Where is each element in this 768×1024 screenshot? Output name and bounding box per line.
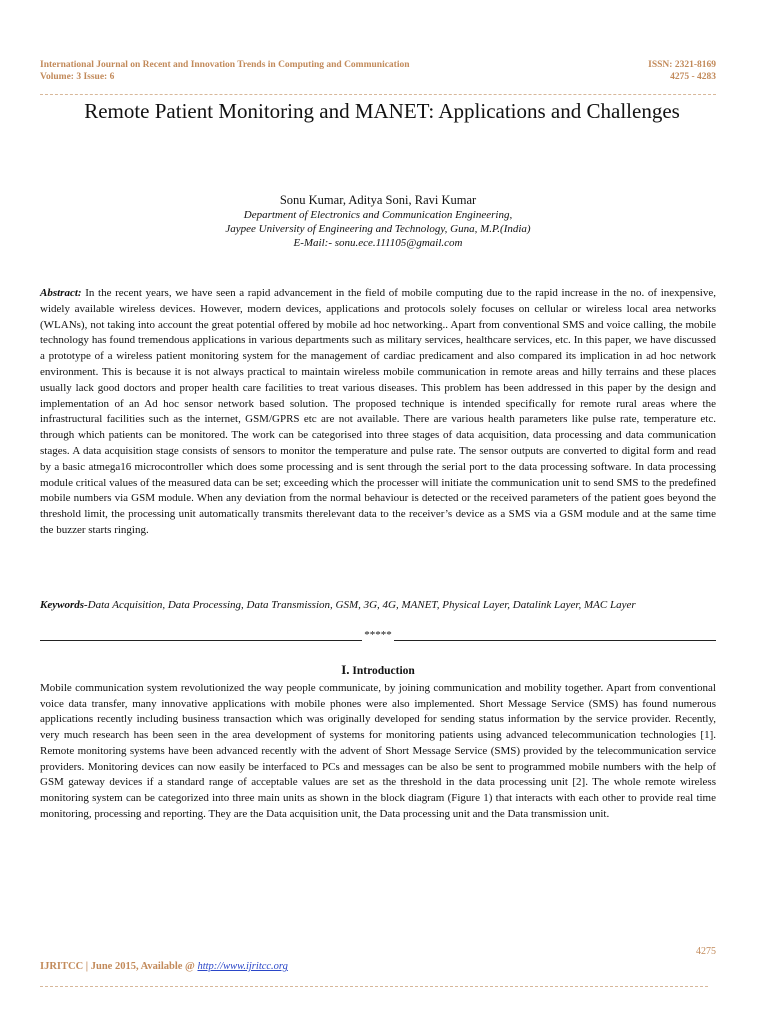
abstract-text: In the recent years, we have seen a rapid advancement in the field of mobile computing due to the rapid increase in the no. of inexpensive, widely available wireless devices. However, modern devices, applications and protocols solely focuses on cellular or wireless local area networks (WLANs), not taking into account the great potential offered by mobile ad hoc networking.. Apart from conventional SMS and voice calling, the mobile technology has found tremendous applications in various departments such as military services, healthcare services, etc. In this paper, we have discussed a prototype of a wireless patient monitoring system for the management of cardiac predicament and also compared its implication in ad hoc network environment. This is because it is not always practical to maintain wireless mobile communication in remote areas and hilly terrains and these places usually lack good doctors and proper health care facilities to treat various diseases. This problem has been addressed in this paper by the design and implementation of an Ad hoc sensor network based solution. The proposed technique is intended specifically for remote rural areas where the infrastructural facilities such as the internet, GSM/GPRS etc are not available. There are various health parameters like pulse rate, temperature etc. through which patients can be monitored. The work can be categorised into three stages of data acquisition, data processing and data communication stages. A data acquisition stage consists of sensors to monitor the temperature and pulse rate. The sensor outputs are converted to digital form and read by a basic atmega16 microcontroller which does some processing and is sent through the serial port to the data processing software. In data processing module critical values of the measured data can be set; exceeding which the processer will initiate the communication unit to send SMS to the predefined mobile numbers via GSM module. When any deviation from the normal behaviour is detected or the received parameters of the patient goes beyond the threshold limit, the processing unit automatically transmits therelevant data to the receiver’s device as a SMS via a GSM module and at the same time the buzzer starts ringing.: [40, 287, 716, 536]
paper-title: Remote Patient Monitoring and MANET: Applications and Challenges: [84, 99, 680, 123]
separator-line-right: [394, 632, 716, 641]
abstract-label: Abstract:: [40, 287, 82, 299]
journal-volume: Volume: 3 Issue: 6: [40, 71, 115, 82]
keywords-label: Keywords-: [40, 599, 88, 611]
footer-divider: [40, 986, 708, 987]
journal-issn: ISSN: 2321-8169: [648, 60, 716, 70]
journal-website-link[interactable]: http://www.ijritcc.org: [197, 961, 288, 972]
author-department: Department of Electronics and Communication Engineering,: [243, 209, 513, 221]
section-separator: [40, 629, 716, 641]
abstract: [40, 286, 716, 539]
introduction-body: Mobile communication system revolutionized the way people communicate, by joining communication and mobility together. Apart from conventional voice data transfer, many innovative applications with mobile phones were also implemented. Short Message Service (SMS) has found numerous applications recently including business transaction which was originally developed for sending status information by the service provider. Recently, very much research has been seen in the area development of systems for monitoring patients using advanced telecommunication technologies [1]. Remote monitoring systems have been advanced recently with the advent of Short Message Service (SMS) provided by the telecommunication service providers. Monitoring devices can now easily be interfaced to PCs and messages can be also be sent to programmed mobile numbers with the help of GSM gateway devices if a standard range of acceptable values are set as the threshold in the data processing unit [2]. The whole remote wireless monitoring system can be categorized into three main units as shown in the block diagram (Figure 1) that interacts with each other to provide real time monitoring, processing and reporting. They are the Data acquisition unit, the Data processing unit and the Data transmission unit.: [40, 682, 716, 820]
page-footer: [40, 961, 288, 972]
section-title: Introduction: [349, 665, 415, 677]
header-divider: [40, 94, 716, 95]
journal-pages: 4275 - 4283: [670, 71, 716, 82]
author-university: Jaypee University of Engineering and Technology, Guna, M.P.(India): [225, 223, 531, 235]
introduction-heading: [40, 663, 716, 678]
author-email: E-Mail:- sonu.ece.111105@gmail.com: [293, 237, 463, 249]
separator-stars: *****: [364, 629, 392, 641]
keywords: [40, 598, 716, 613]
page-number: 4275: [696, 946, 716, 957]
journal-name: International Journal on Recent and Innovation Trends in Computing and Communication: [40, 60, 410, 70]
footer-text: IJRITCC | June 2015, Available @: [40, 961, 198, 972]
section-number: I.: [341, 662, 350, 677]
separator-line-left: [40, 632, 362, 641]
author-list: Sonu Kumar, Aditya Soni, Ravi Kumar: [279, 193, 477, 207]
keywords-text: Data Acquisition, Data Processing, Data Transmission, GSM, 3G, 4G, MANET, Physical Layer, Datalink Layer, MAC Layer: [87, 599, 636, 611]
